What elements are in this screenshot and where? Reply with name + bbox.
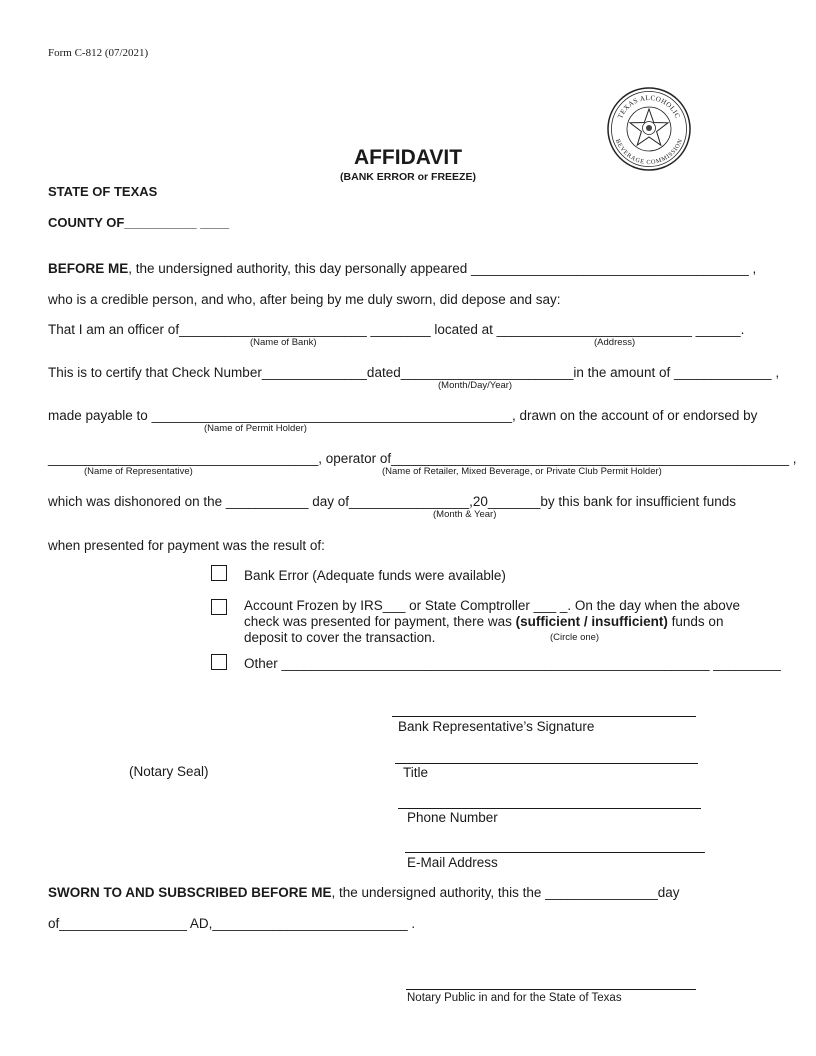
sworn-text: , the undersigned authority, this the _______________day bbox=[331, 885, 680, 900]
form-id: Form C-812 (07/2021) bbox=[48, 47, 149, 59]
permit-holder-label: (Name of Permit Holder) bbox=[204, 423, 307, 434]
bank-error-label: Bank Error (Adequate funds were available) bbox=[244, 568, 506, 583]
email-label: E-Mail Address bbox=[407, 855, 498, 870]
title-line bbox=[395, 763, 698, 764]
frozen-line-2-pre: check was presented for payment, there was bbox=[244, 614, 516, 629]
notary-public-label: Notary Public in and for the State of Texas bbox=[407, 992, 622, 1004]
seal-top-text: TEXAS ALCOHOLIC bbox=[616, 93, 682, 120]
page-subtitle: (BANK ERROR or FREEZE) bbox=[340, 171, 476, 183]
page-title: AFFIDAVIT bbox=[353, 146, 463, 169]
bank-rep-signature-label: Bank Representative’s Signature bbox=[398, 719, 595, 734]
credible-line: who is a credible person, and who, after being by me duly sworn, did depose and say: bbox=[48, 292, 561, 307]
retailer-label: (Name of Retailer, Mixed Beverage, or Private Club Permit Holder) bbox=[382, 466, 662, 477]
email-line bbox=[405, 852, 705, 853]
frozen-line-2 bbox=[244, 614, 723, 629]
state-line: STATE OF TEXAS bbox=[48, 184, 158, 199]
frozen-line-1: Account Frozen by IRS___ or State Comptroller ___ _. On the day when the above bbox=[244, 598, 741, 613]
operator-line: ____________________________________, operator of_____________________________________________________ , bbox=[48, 451, 797, 466]
sufficient-insufficient-choice: (sufficient / insufficient) bbox=[515, 614, 668, 629]
dishonored-line: which was dishonored on the ___________ day of________________,20_______by this bank for insufficient funds bbox=[48, 494, 737, 509]
other-label: Other _________________________________________________________ _________ bbox=[244, 656, 781, 671]
county-line: COUNTY OF__________ ____ bbox=[48, 215, 230, 230]
seal-bottom-text: BEVERAGE COMMISSION bbox=[613, 138, 685, 167]
sworn-line bbox=[48, 885, 680, 900]
phone-line bbox=[398, 808, 701, 809]
check-line: This is to certify that Check Number______________dated_______________________in the amount of _____________ , bbox=[48, 365, 780, 380]
frozen-line-3: deposit to cover the transaction. bbox=[244, 630, 436, 645]
title-label: Title bbox=[403, 765, 429, 780]
sworn-label: SWORN TO AND SUBSCRIBED BEFORE ME bbox=[48, 885, 332, 900]
month-year-label: (Month & Year) bbox=[433, 509, 497, 520]
payable-line: made payable to ________________________________________________, drawn on the account of or endorsed by bbox=[48, 408, 758, 423]
officer-line: That I am an officer of_________________________ ________ located at __________________________ ______. bbox=[48, 322, 745, 337]
phone-label: Phone Number bbox=[407, 810, 498, 825]
month-day-year-label: (Month/Day/Year) bbox=[438, 380, 513, 391]
presented-line: when presented for payment was the result of: bbox=[48, 538, 325, 553]
representative-label: (Name of Representative) bbox=[84, 466, 193, 477]
address-label: (Address) bbox=[594, 337, 636, 348]
name-of-bank-label: (Name of Bank) bbox=[250, 337, 317, 348]
account-frozen-checkbox[interactable] bbox=[211, 599, 227, 615]
notary-seal-label: (Notary Seal) bbox=[129, 764, 209, 779]
before-me-label: BEFORE ME bbox=[48, 261, 129, 276]
of-line: of_________________ AD,__________________________ . bbox=[48, 916, 416, 931]
bank-rep-signature-line bbox=[392, 716, 696, 717]
before-me-line bbox=[48, 261, 756, 276]
circle-one-label: (Circle one) bbox=[550, 632, 600, 643]
notary-signature-line bbox=[406, 989, 696, 990]
bank-error-checkbox[interactable] bbox=[211, 565, 227, 581]
before-me-text: , the undersigned authority, this day personally appeared _____________________________________ , bbox=[128, 261, 757, 276]
frozen-line-2-post: funds on bbox=[667, 614, 724, 629]
other-checkbox[interactable] bbox=[211, 654, 227, 670]
